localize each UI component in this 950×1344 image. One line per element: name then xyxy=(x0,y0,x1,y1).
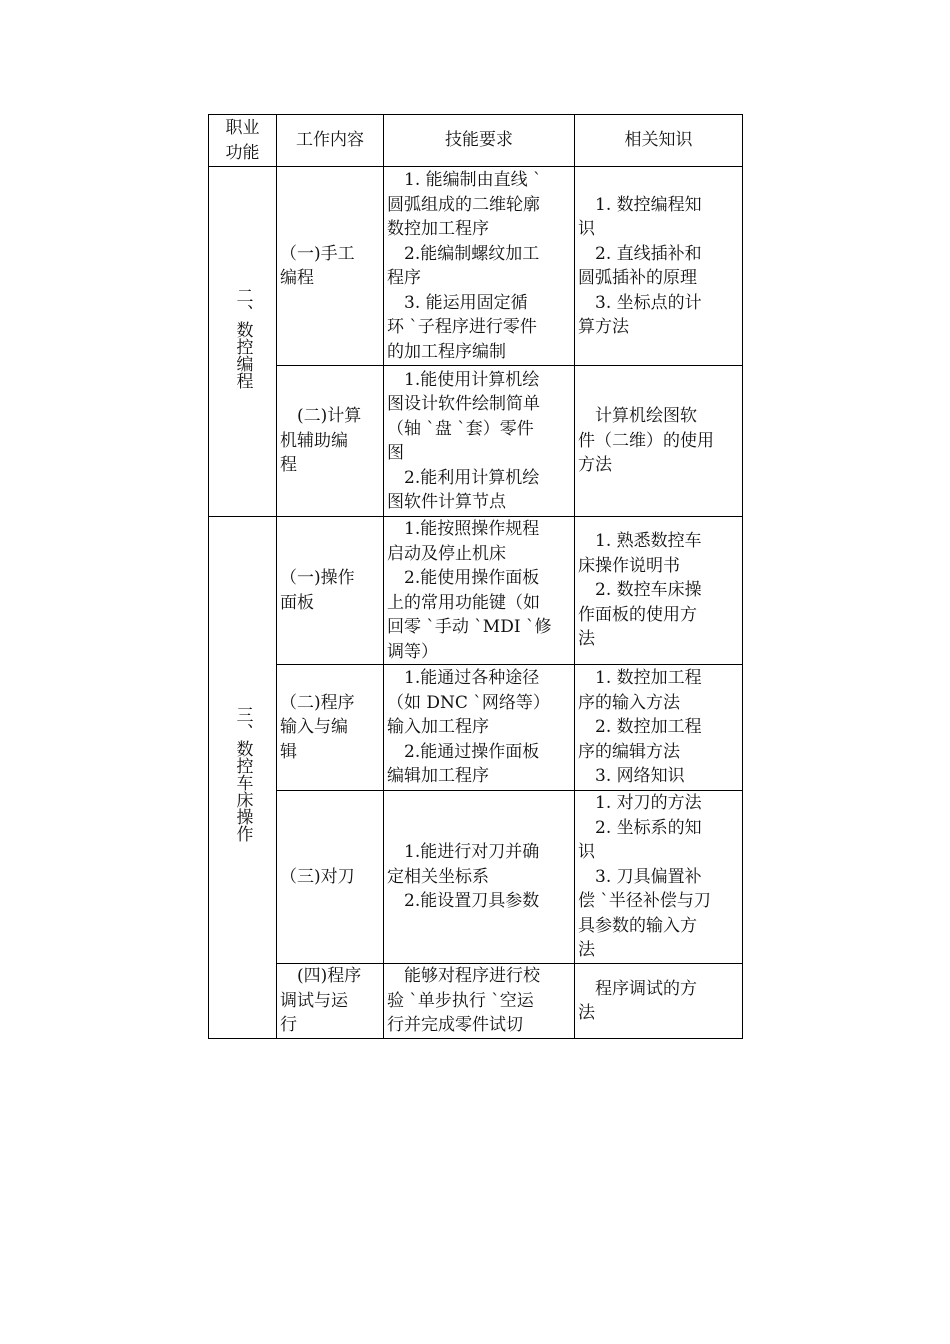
function-cell xyxy=(209,167,277,517)
content-cell: （二)程序 输入与编 辑 xyxy=(277,665,384,791)
table-row xyxy=(209,517,743,665)
knowledge-cell: 程序调试的方 法 xyxy=(575,964,743,1039)
content-cell: （一)手工 编程 xyxy=(277,167,384,366)
table-row xyxy=(209,167,743,366)
skills-cell: 1.能使用计算机绘 图设计软件绘制简单 （轴 `盘 `套）零件 图 2.能利用计算机绘 图软件计算节点 xyxy=(384,366,575,517)
header-content: 工作内容 xyxy=(277,115,384,167)
skills-cell: 1. 能编制由直线 ` 圆弧组成的二维轮廓 数控加工程序 2.能编制螺纹加工 程序 3. 能运用固定循 环 `子程序进行零件 的加工程序编制 xyxy=(384,167,575,366)
header-function: 职业 功能 xyxy=(209,115,277,167)
table-row xyxy=(209,366,743,517)
function-cell xyxy=(209,517,277,1039)
skills-cell: 1.能按照操作规程 启动及停止机床 2.能使用操作面板 上的常用功能键（如 回零 `手动 `MDI `修 调等） xyxy=(384,517,575,665)
table-row xyxy=(209,791,743,964)
skills-cell: 能够对程序进行校 验 `单步执行 `空运 行并完成零件试切 xyxy=(384,964,575,1039)
knowledge-cell: 1. 对刀的方法 2. 坐标系的知 识 3. 刀具偏置补 偿 `半径补偿与刀 具参数的输入方 法 xyxy=(575,791,743,964)
content-cell: （三)对刀 xyxy=(277,791,384,964)
function-label: 二、数控编程 xyxy=(232,286,253,389)
header-knowledge: 相关知识 xyxy=(575,115,743,167)
skills-table xyxy=(208,114,743,1039)
header-skills: 技能要求 xyxy=(384,115,575,167)
table-row xyxy=(209,964,743,1039)
content-cell: （一)操作 面板 xyxy=(277,517,384,665)
knowledge-cell: 计算机绘图软 件（二维）的使用 方法 xyxy=(575,366,743,517)
knowledge-cell: 1. 数控加工程 序的输入方法 2. 数控加工程 序的编辑方法 3. 网络知识 xyxy=(575,665,743,791)
function-label: 三、数控车床操作 xyxy=(232,705,253,842)
content-cell: (四)程序 调试与运 行 xyxy=(277,964,384,1039)
skills-cell: 1.能进行对刀并确 定相关坐标系 2.能设置刀具参数 xyxy=(384,791,575,964)
knowledge-cell: 1. 熟悉数控车 床操作说明书 2. 数控车床操 作面板的使用方 法 xyxy=(575,517,743,665)
header-row xyxy=(209,115,743,167)
knowledge-cell: 1. 数控编程知 识 2. 直线插补和 圆弧插补的原理 3. 坐标点的计 算方法 xyxy=(575,167,743,366)
table-row xyxy=(209,665,743,791)
skills-cell: 1.能通过各种途径 （如 DNC `网络等） 输入加工程序 2.能通过操作面板 编辑加工程序 xyxy=(384,665,575,791)
content-cell: (二)计算 机辅助编 程 xyxy=(277,366,384,517)
